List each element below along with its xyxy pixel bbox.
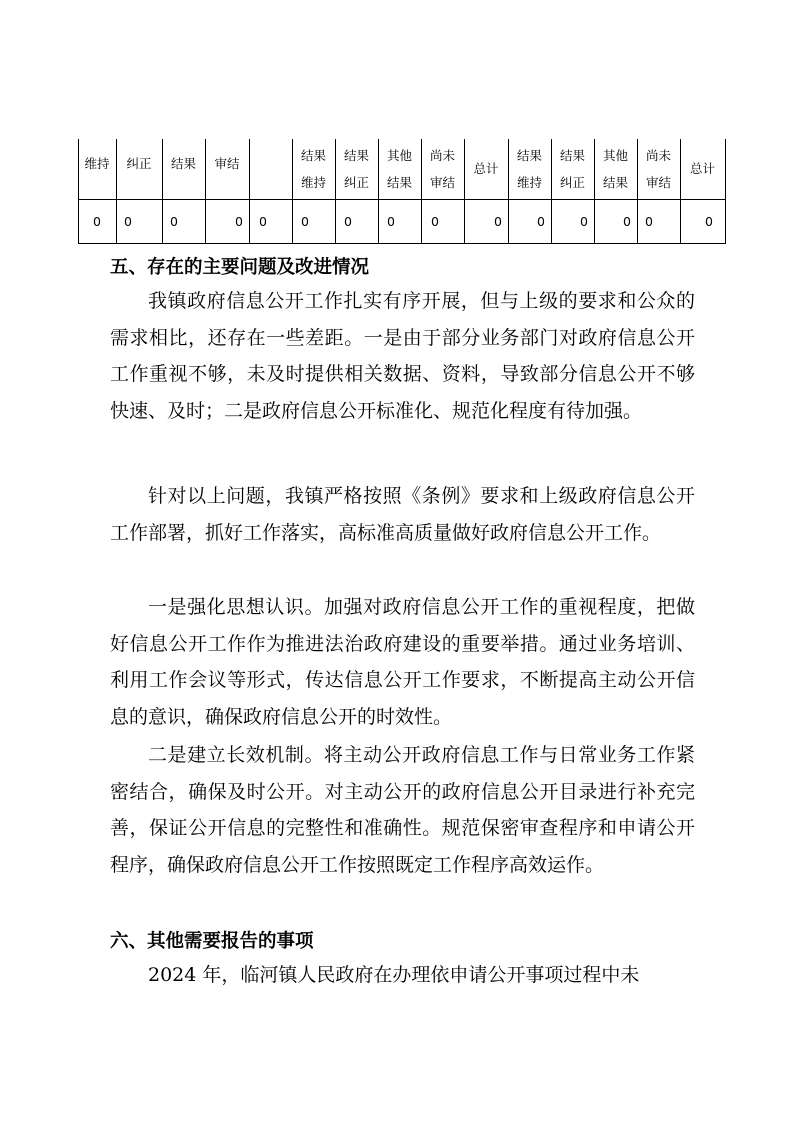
table-value-cell: 0 xyxy=(387,214,395,229)
table-header-cell: 尚未 审结 xyxy=(645,148,671,190)
table-value-cell: 0 xyxy=(93,214,101,229)
table-header-cell: 结果 维持 xyxy=(300,148,326,190)
table-value-cell: 0 xyxy=(301,214,309,229)
table-value-cell: 0 xyxy=(537,214,545,229)
table-header-cell: 纠正 xyxy=(126,156,152,171)
table-header-cell: 其他 结果 xyxy=(386,148,412,190)
section-heading-other-matters: 六、其他需要报告的事项 xyxy=(110,931,314,952)
table-value-cell: 0 xyxy=(494,214,502,229)
table-value-cell: 0 xyxy=(705,214,713,229)
paragraph-measure-one: 一是强化思想认识。加强对政府信息公开工作的重视程度，把做好信息公开工作作为推进法治政府建设的重要举措。通过业务培训、利用工作会议等形式，传达信息公开工作要求，不断提高主动公开信息的意识，确保政府信息公开的时效性。 xyxy=(110,596,695,728)
table-value-cell: 0 xyxy=(580,214,588,229)
paragraph-other-matters: 2024 年，临河镇人民政府在办理依申请公开事项过程中未 xyxy=(148,964,640,986)
review-litigation-table xyxy=(78,139,726,245)
paragraph-measure-two: 二是建立长效机制。将主动公开政府信息工作与日常业务工作紧密结合，确保及时公开。对主动公开的政府信息公开目录进行补充完善，保证公开信息的完整性和准确性。规范保密审查程序和申请公开程序，确保政府信息公开工作按照既定工作程序高效运作。 xyxy=(110,744,695,876)
table-header-cell: 结果 纠正 xyxy=(559,148,585,190)
table-value-cell: 0 xyxy=(623,214,631,229)
table-header-cell: 总计 xyxy=(689,161,715,176)
table-header-cell: 结果 xyxy=(170,156,196,171)
table-grid-line xyxy=(725,139,726,244)
table-header-cell xyxy=(249,139,292,199)
table-header-cell: 维持 xyxy=(84,156,110,171)
table-header-cell: 尚未 审结 xyxy=(429,148,455,190)
table-header-cell: 总计 xyxy=(473,161,499,176)
table-header-cell: 审结 xyxy=(214,156,240,171)
table-value-cell: 0 xyxy=(124,214,132,229)
table-value-cell: 0 xyxy=(259,214,267,229)
table-header-cell: 结果 维持 xyxy=(516,148,542,190)
paragraph-problems: 我镇政府信息公开工作扎实有序开展，但与上级的要求和公众的需求相比，还存在一些差距。一是由于部分业务部门对政府信息公开工作重视不够，未及时提供相关数据、资料，导致部分信息公开不够快速、及时；二是政府信息公开标准化、规范化程度有待加强。 xyxy=(110,290,695,422)
table-value-cell: 0 xyxy=(645,214,653,229)
table-value-cell: 0 xyxy=(431,214,439,229)
table-value-cell: 0 xyxy=(344,214,352,229)
table-header-cell: 其他 结果 xyxy=(602,148,628,190)
paragraph-measures-intro: 针对以上问题，我镇严格按照《条例》要求和上级政府信息公开工作部署，抓好工作落实，高标准高质量做好政府信息公开工作。 xyxy=(110,485,695,544)
table-value-cell: 0 xyxy=(170,214,178,229)
section-heading-problems: 五、存在的主要问题及改进情况 xyxy=(110,257,370,278)
table-header-cell: 结果 纠正 xyxy=(343,148,369,190)
table-value-cell: 0 xyxy=(235,214,243,229)
